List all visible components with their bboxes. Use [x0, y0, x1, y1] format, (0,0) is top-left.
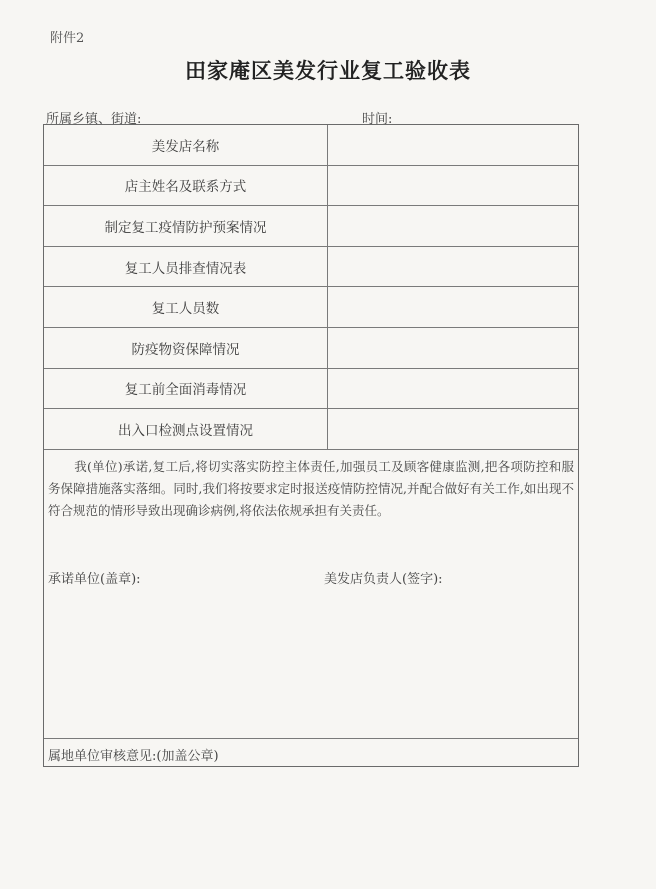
- row-label-staff-count: 复工人员数: [44, 287, 328, 327]
- page-title: 田家庵区美发行业复工验收表: [185, 59, 471, 83]
- time-label: 时间:: [362, 112, 393, 127]
- row-label-owner-contact: 店主姓名及联系方式: [44, 166, 328, 206]
- review-label: 属地单位审核意见:(加盖公章): [48, 748, 219, 764]
- row-label-shop-name: 美发店名称: [44, 125, 328, 165]
- table-row: [44, 166, 578, 207]
- table-row: [44, 287, 578, 328]
- table-row: [44, 247, 578, 288]
- prevention-plan-field[interactable]: [328, 206, 578, 246]
- row-label-checkpoint: 出入口检测点设置情况: [44, 409, 328, 449]
- unit-seal-label: 承诺单位(盖章):: [48, 571, 141, 587]
- table-row: [44, 369, 578, 410]
- checkpoint-field[interactable]: [328, 409, 578, 449]
- table-row: [44, 206, 578, 247]
- owner-signature-label: 美发店负责人(签字):: [324, 571, 443, 587]
- table-row: [44, 125, 578, 166]
- row-label-supplies: 防疫物资保障情况: [44, 328, 328, 368]
- staff-screening-field[interactable]: [328, 247, 578, 287]
- pledge-text: 我(单位)承诺,复工后,将切实落实防控主体责任,加强员工及顾客健康监测,把各项防控和服务保障措施落实落细。同时,我们将按要求定时报送疫情防控情况,并配合做好有关工作,如出现不符合规范的情形导致出现确诊病例,将依法依规承担有关责任。: [48, 458, 574, 518]
- staff-count-field[interactable]: [328, 287, 578, 327]
- owner-contact-field[interactable]: [328, 166, 578, 206]
- acceptance-form: [43, 124, 579, 767]
- row-label-disinfection: 复工前全面消毒情况: [44, 369, 328, 409]
- supplies-field[interactable]: [328, 328, 578, 368]
- row-label-staff-screening: 复工人员排查情况表: [44, 247, 328, 287]
- table-row: [44, 328, 578, 369]
- shop-name-field[interactable]: [328, 125, 578, 165]
- disinfection-field[interactable]: [328, 369, 578, 409]
- pledge-section: [44, 450, 578, 739]
- row-label-prevention-plan: 制定复工疫情防护预案情况: [44, 206, 328, 246]
- annex-label: 附件2: [50, 31, 85, 46]
- district-label: 所属乡镇、街道:: [46, 112, 142, 127]
- table-row: [44, 409, 578, 450]
- review-section[interactable]: [44, 739, 578, 889]
